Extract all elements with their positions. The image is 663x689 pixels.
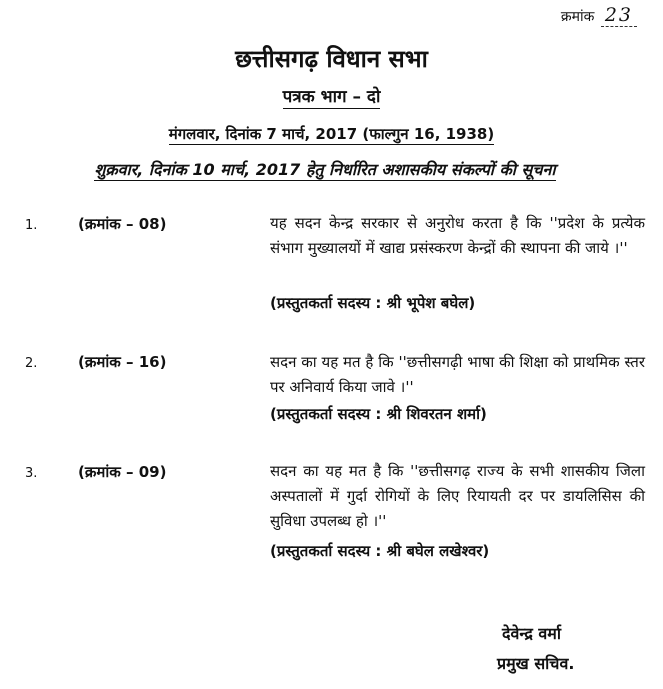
item-kramank: (क्रमांक – 09): [78, 463, 167, 481]
date-line-text: मंगलवार, दिनांक 7 मार्च, 2017 (फाल्गुन 16, 1938): [168, 125, 495, 143]
serial-label: क्रमांक: [560, 9, 595, 25]
signatory-designation: प्रमुख सचिव.: [497, 654, 575, 673]
item-kramank: (क्रमांक – 16): [78, 353, 167, 371]
notice-heading: [20, 158, 630, 180]
item-serial: 3.: [25, 466, 38, 481]
item-serial: 2.: [25, 356, 38, 371]
item-mover: (प्रस्तुतकर्ता सदस्य : श्री शिवरतन शर्मा): [270, 405, 487, 423]
signatory-name: देवेन्द्र वर्मा: [502, 624, 562, 643]
item-text: यह सदन केन्द्र सरकार से अनुरोध करता है कि ''प्रदेश के प्रत्येक संभाग मुख्यालयों में खाद्य प्रसंस्करण केन्द्रों की स्थापना की जाये ।'': [270, 214, 645, 257]
serial-value: 23: [601, 4, 637, 27]
date-line: [0, 124, 663, 144]
document-title: छत्तीसगढ़ विधान सभा: [235, 45, 428, 73]
subtitle-text: पत्रक भाग – दो: [282, 87, 381, 107]
item-mover: (प्रस्तुतकर्ता सदस्य : श्री भूपेश बघेल): [270, 294, 476, 312]
item-text: सदन का यह मत है कि ''छत्तीसगढ़ राज्य के सभी शासकीय जिला अस्पतालों में गुर्दा रोगियों के लिए रियायती दर पर डायलिसिस की सुविधा उपलब्ध हो ।'': [270, 462, 645, 530]
document-subtitle: [0, 84, 663, 107]
item-text: सदन का यह मत है कि ''छत्तीसगढ़ी भाषा की शिक्षा को प्राथमिक स्तर पर अनिवार्य किया जावे ।'': [270, 353, 645, 396]
notice-heading-text: शुक्रवार, दिनांक 10 मार्च, 2017 हेतु निर्धारित अशासकीय संकल्पों की सूचना: [94, 160, 556, 179]
item-kramank: (क्रमांक – 08): [78, 215, 167, 233]
item-mover: (प्रस्तुतकर्ता सदस्य : श्री बघेल लखेश्वर): [270, 542, 490, 560]
serial-number: [561, 4, 637, 27]
item-serial: 1.: [25, 218, 38, 233]
